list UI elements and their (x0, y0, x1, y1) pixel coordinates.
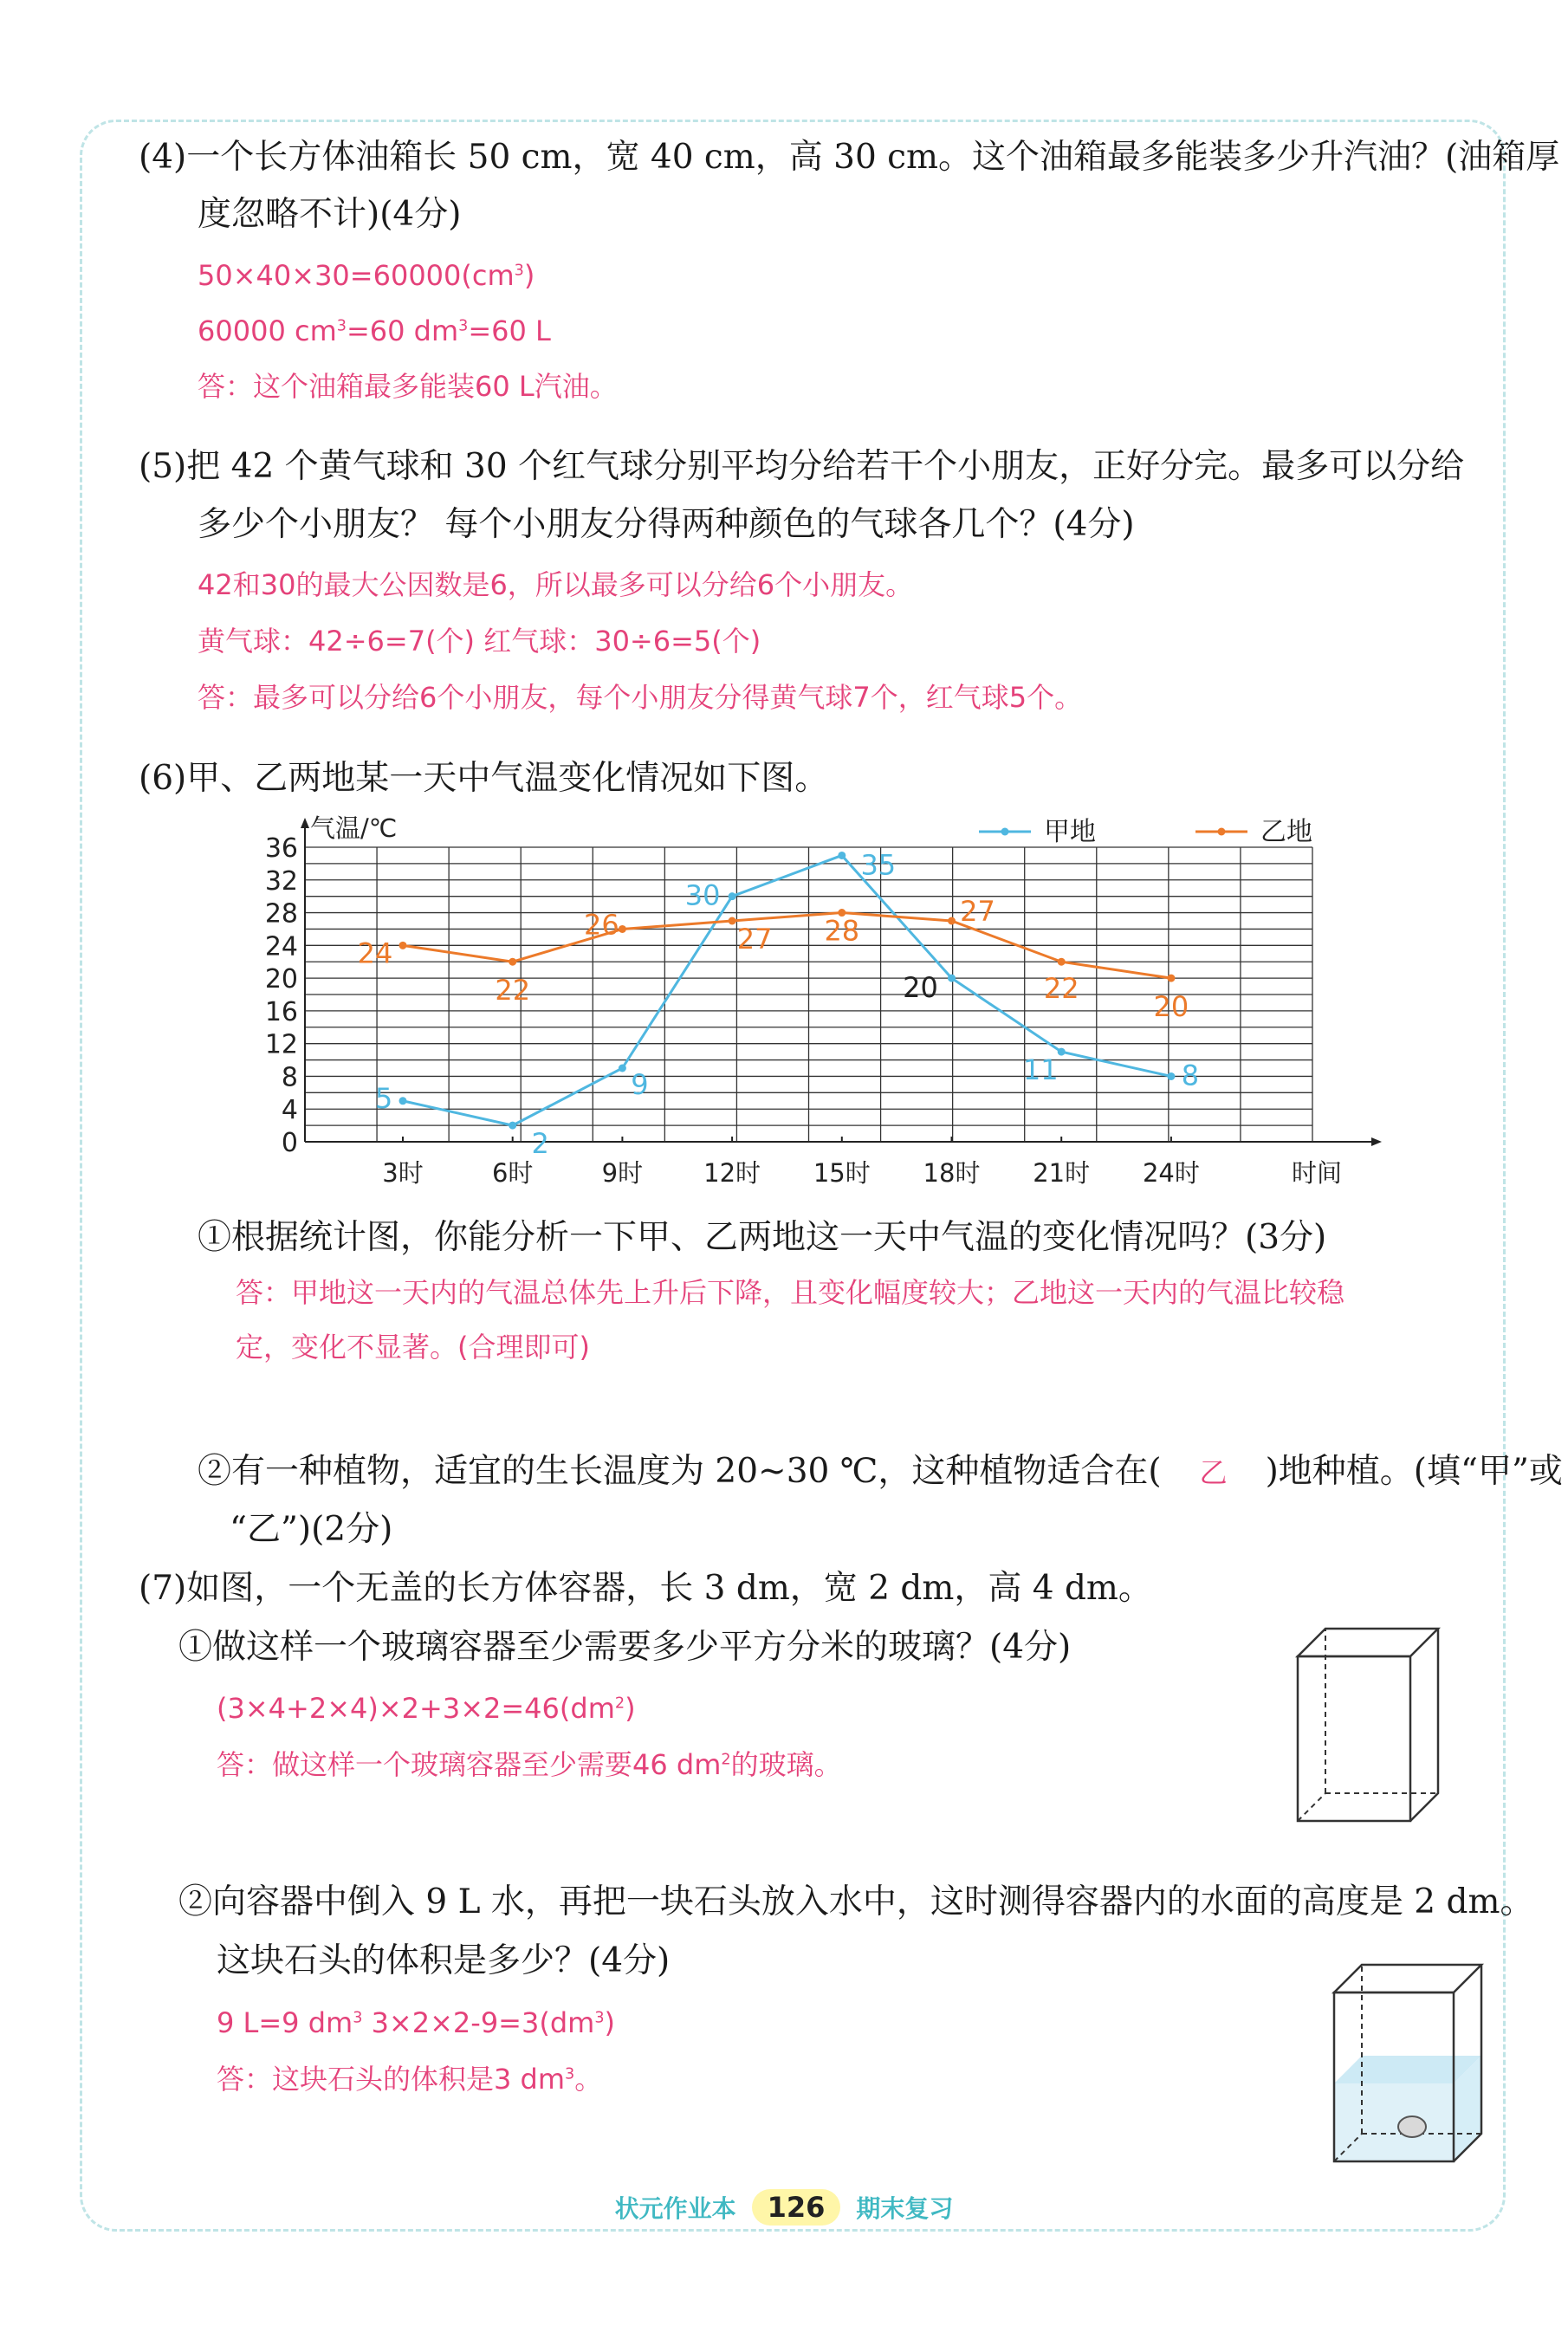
series-1-point (729, 917, 736, 925)
series-1-point (509, 958, 516, 966)
series-0-point (948, 975, 956, 982)
footer-book-title: 状元作业本 (614, 2194, 736, 2223)
series-1-data-label: 26 (584, 908, 619, 942)
x-tick-label: 9时 (601, 1158, 644, 1188)
series-0-data-label: 30 (684, 878, 721, 912)
series-0-point (1058, 1048, 1066, 1056)
q7-sub1-answer-line2: 答：做这样一个玻璃容器至少需要46 $dm^2$的玻璃。 (217, 1748, 842, 1781)
q7-sub2-answer-line1: 9 L=9 $dm^3$ $3\times 2\times 2-9=3(dm^3)$ (217, 2006, 615, 2039)
q7-sub2-line1: ②向容器中倒入 9 L 水，再把一块石头放入水中，这时测得容器内的水面的高度是 2 dm。 (178, 1882, 1534, 1921)
q6-sub1-text: ①根据统计图，你能分析一下甲、乙两地这一天中气温的变化情况吗？(3分) (198, 1218, 1327, 1257)
series-1-data-label: 20 (1153, 990, 1189, 1024)
q7-sub2-answer-line2: 答：这块石头的体积是3 $dm^3$。 (217, 2063, 603, 2096)
series-1-data-label: 24 (357, 936, 393, 970)
y-tick-label: 8 (281, 1062, 298, 1093)
series-0-data-label: 2 (531, 1127, 549, 1161)
y-axis-arrow (301, 818, 309, 828)
series-0-point (509, 1122, 516, 1130)
series-1-point (619, 925, 626, 933)
series-0-data-label: 35 (860, 848, 897, 882)
y-tick-label: 20 (264, 964, 298, 995)
series-1-data-label: 22 (495, 974, 531, 1008)
series-1-point (948, 917, 956, 925)
series-0-data-label: 5 (374, 1081, 393, 1115)
q6-sub2-line2: “乙”)(2分) (230, 1510, 393, 1549)
q6-sub1-answer-line2: 定，变化不显著。(合理即可) (236, 1331, 590, 1364)
x-axis-arrow (1371, 1137, 1382, 1146)
legend-marker-1 (1218, 828, 1226, 836)
q5-text-line1: (5)把 42 个黄气球和 30 个红气球分别平均分给若干个小朋友，正好分完。最多可以分给 (139, 447, 1465, 486)
q4-answer-line2: 60000 $cm^3=60$ $dm^3=60$ L (198, 314, 551, 347)
legend-label-0: 甲地 (1044, 817, 1096, 847)
q5-answer-line2: 黄气球：42÷6=7(个) 红气球：30÷6=5(个) (198, 625, 761, 658)
temperature-line-chart (217, 814, 1395, 1195)
q4-text-line1: (4)一个长方体油箱长 50 cm，宽 40 cm，高 30 cm。这个油箱最多能装多少升汽油？(油箱厚 (139, 138, 1560, 177)
x-tick-label: 24时 (1142, 1158, 1200, 1188)
series-1-data-label: 28 (824, 914, 860, 948)
x-tick-label: 21时 (1033, 1158, 1091, 1188)
x-tick-label: 15时 (813, 1158, 871, 1188)
q7-sub1-answer-line1: $(3\times 4+2\times 4)\times 2+3\times 2=46(dm^2)$ (217, 1692, 636, 1725)
q5-answer-conclusion: 答：最多可以分给6个小朋友，每个小朋友分得黄气球7个，红气球5个。 (198, 681, 1083, 714)
y-tick-label: 4 (281, 1095, 298, 1126)
y-tick-label: 24 (264, 931, 298, 962)
series-0-point (838, 852, 846, 859)
series-0-data-label: 8 (1181, 1059, 1200, 1092)
q4-answer-line1: $50\times 40\times 30=60000(cm^3)$ (198, 259, 535, 292)
series-0-point (729, 892, 736, 900)
x-tick-label: 12时 (703, 1158, 761, 1188)
series-0-point (399, 1097, 407, 1105)
y-tick-label: 36 (264, 833, 298, 864)
y-tick-label: 28 (264, 898, 298, 930)
y-tick-label: 12 (264, 1029, 298, 1060)
series-1-data-label: 22 (1043, 972, 1079, 1006)
series-1-point (1058, 958, 1066, 966)
series-1-data-label: 27 (960, 895, 995, 928)
q7-sub1-text: ①做这样一个玻璃容器至少需要多少平方分米的玻璃？(4分) (178, 1628, 1072, 1667)
q7-text: (7)如图，一个无盖的长方体容器，长 3 dm，宽 2 dm，高 4 dm。 (139, 1569, 1152, 1608)
y-axis-label: 气温/℃ (310, 814, 398, 843)
x-tick-label: 18时 (923, 1158, 981, 1188)
x-axis-label: 时间 (1291, 1158, 1343, 1188)
q6-sub1-answer-line1: 答：甲地这一天内的气温总体先上升后下降，且变化幅度较大；乙地这一天内的气温比较稳 (236, 1276, 1345, 1309)
stone-icon (1398, 2116, 1426, 2137)
q4-text-line2: 度忽略不计)(4分) (198, 195, 462, 234)
series-0-data-label: 9 (631, 1068, 649, 1101)
footer-section: 期末复习 (856, 2194, 954, 2223)
x-tick-label: 6时 (491, 1158, 534, 1188)
cuboid-with-water-diagram (1325, 1953, 1507, 2170)
q6-sub2-line1: ②有一种植物，适宜的生长温度为 20~30 ℃，这种植物适合在( 乙 )地种植。(填“甲”或 (198, 1442, 1563, 1502)
q5-text-line2: 多少个小朋友？ 每个小朋友分得两种颜色的气球各几个？(4分) (198, 505, 1135, 544)
series-0-data-label: 11 (1022, 1053, 1059, 1087)
page-footer (0, 2189, 1568, 2226)
y-tick-label: 0 (281, 1128, 298, 1158)
series-1-point (399, 942, 407, 949)
q4-answer-conclusion: 答：这个油箱最多能装60 L汽油。 (198, 370, 618, 403)
x-tick-label: 3时 (382, 1158, 424, 1188)
q5-answer-line1: 42和30的最大公因数是6，所以最多可以分给6个小朋友。 (198, 568, 914, 601)
series-0-point (619, 1065, 626, 1072)
series-0-point (1167, 1072, 1175, 1080)
legend-marker-0 (1001, 828, 1009, 836)
series-0-data-label: 20 (903, 971, 938, 1005)
q7-sub2-line2: 这块石头的体积是多少？(4分) (217, 1941, 671, 1980)
q6-text: (6)甲、乙两地某一天中气温变化情况如下图。 (139, 759, 829, 798)
series-1-point (1167, 975, 1175, 982)
q6-sub2-answer-fill: 乙 (1199, 1456, 1228, 1489)
y-tick-label: 16 (264, 996, 298, 1027)
series-1-data-label: 27 (736, 923, 773, 956)
legend-label-1: 乙地 (1260, 817, 1312, 847)
y-tick-label: 32 (264, 865, 298, 897)
page-number: 126 (752, 2189, 841, 2226)
cuboid-container-diagram (1291, 1620, 1464, 1828)
